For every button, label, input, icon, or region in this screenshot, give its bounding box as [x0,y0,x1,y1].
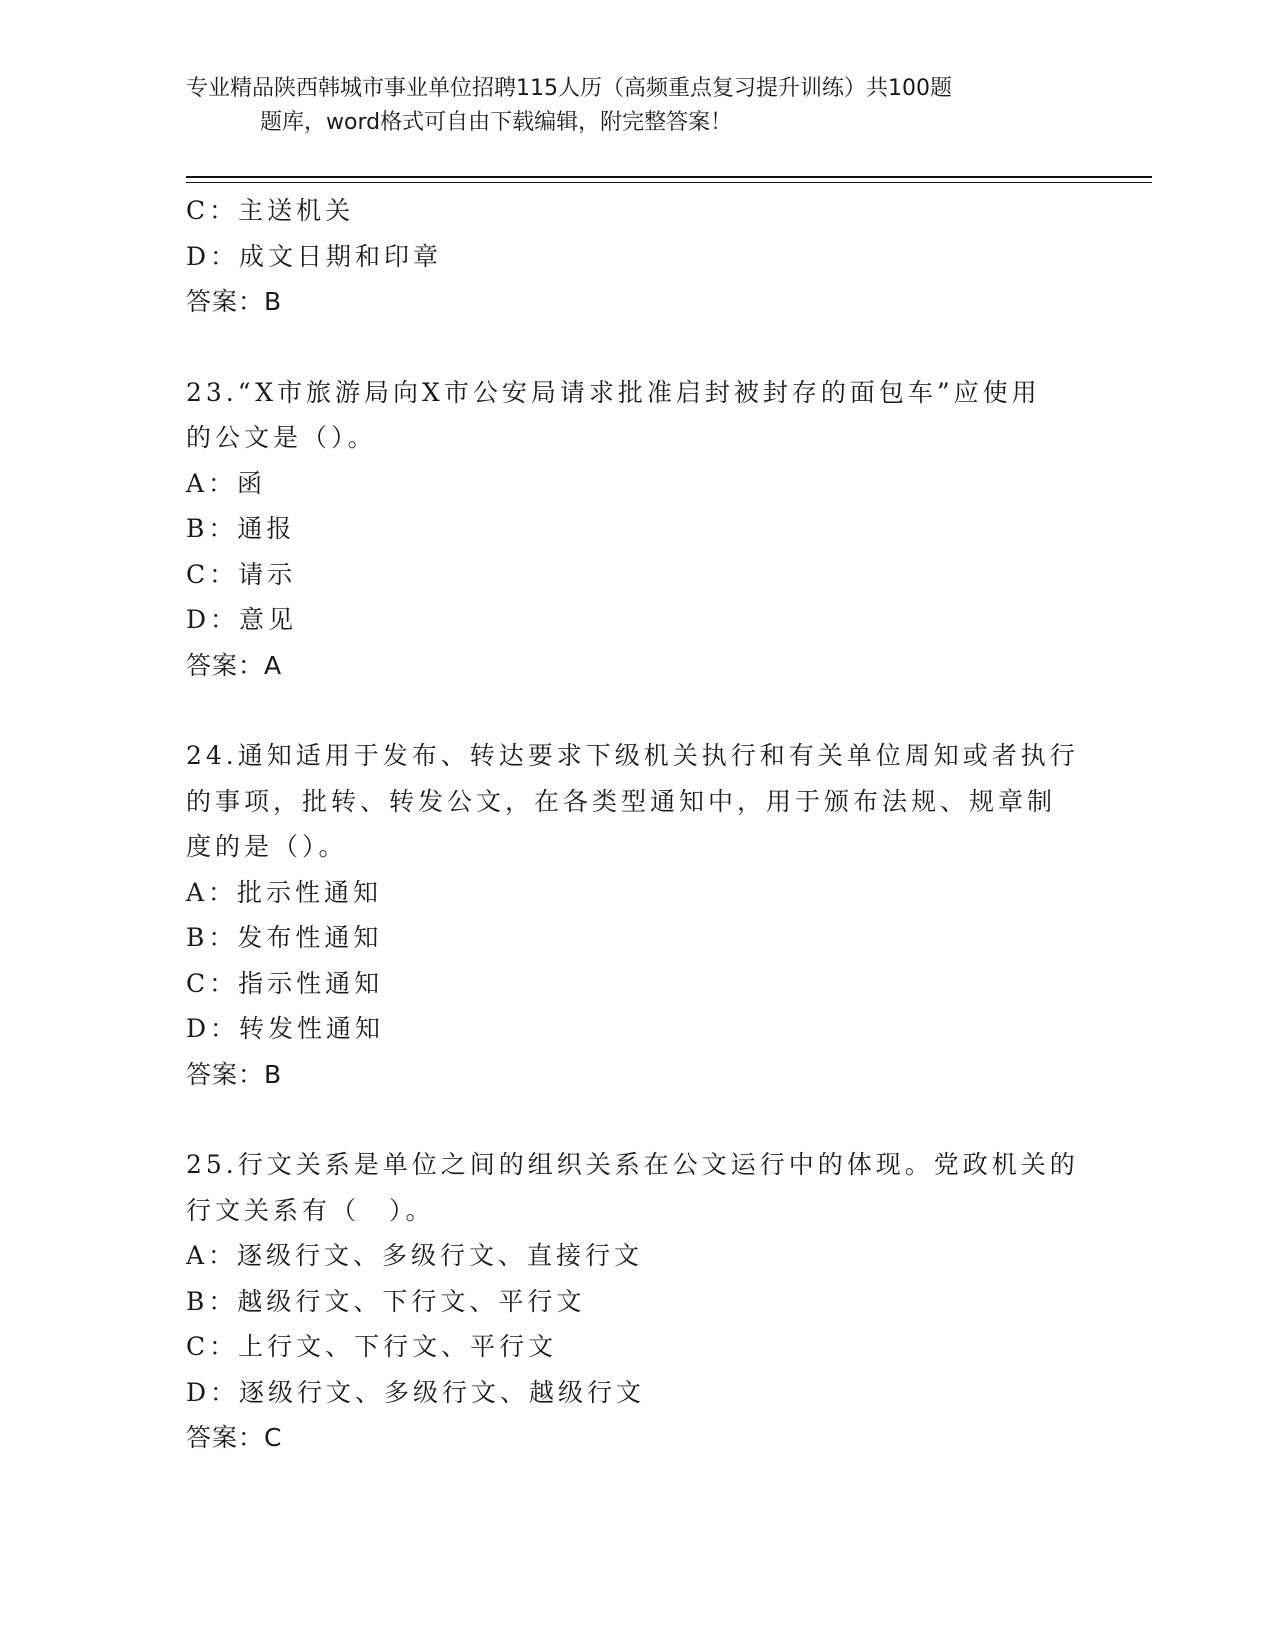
question-list [186,188,1086,1461]
header-divider-thin [186,182,1152,183]
option-c: C：指示性通知 [186,968,384,998]
option-d: D：成文日期和印章 [186,241,443,271]
option-b: B：越级行文、下行文、平行文 [186,1286,586,1316]
header-title-line1: 专业精品陕西韩城市事业单位招聘115人历（高频重点复习提升训练）共100题 [186,76,952,101]
question-stem: 25.行文关系是单位之间的组织关系在公文运行中的体现。党政机关的 [186,1150,1079,1179]
option-b: B：通报 [186,514,296,543]
header-divider-thick [186,176,1152,178]
question-23 [186,370,1086,689]
question-25 [186,1142,1086,1461]
spacer [186,1097,1086,1142]
question-22-tail [186,188,1086,325]
question-stem: 24.通知适用于发布、转达要求下级机关执行和有关单位周知或者执行 [186,741,1079,770]
header-title-line2: 题库，word格式可自由下载编辑，附完整答案！ [260,110,733,135]
question-stem: 23.“X市旅游局向X市公安局请求批准启封被封存的面包车”应使用 [186,377,1041,407]
option-c: C：主送机关 [186,196,355,225]
spacer [186,325,1086,370]
question-stem: 行文关系有（ ）。 [186,1195,435,1225]
answer-line: 答案：B [186,1059,283,1089]
question-stem: 的事项，批转、转发公文，在各类型通知中，用于颁布法规、规章制 [186,786,1057,816]
answer-line: 答案：A [186,650,283,680]
option-d: D：转发性通知 [186,1014,385,1043]
answer-line: 答案：B [186,287,283,316]
option-c: C：请示 [186,559,297,589]
page-header [186,72,1066,140]
question-stem: 度的是（）。 [186,832,348,861]
question-24 [186,733,1086,1097]
spacer [186,688,1086,733]
option-b: B：发布性通知 [186,923,383,952]
option-c: C：上行文、下行文、平行文 [186,1332,558,1361]
question-stem: 的公文是（）。 [186,423,377,452]
option-d: D：逐级行文、多级行文、越级行文 [186,1377,646,1407]
answer-line: 答案：C [186,1423,283,1452]
option-d: D：意见 [186,605,298,634]
option-a: A：批示性通知 [186,877,383,907]
option-a: A：逐级行文、多级行文、直接行文 [186,1241,644,1270]
option-a: A：函 [186,468,267,498]
